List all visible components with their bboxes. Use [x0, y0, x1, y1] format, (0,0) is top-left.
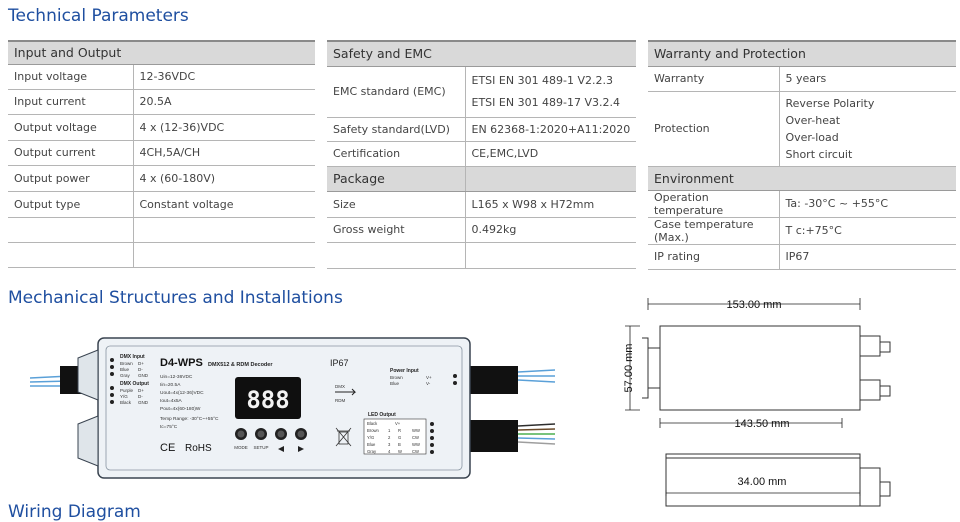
row-label: Protection: [648, 91, 779, 166]
dmx-arrow-label: DMX: [335, 384, 345, 389]
dmx-in-color: Brown: [120, 361, 133, 366]
safety-emc-header: Safety and EMC: [327, 41, 636, 66]
warranty-header: Warranty and Protection: [648, 41, 956, 66]
dmx-out-color: Y/G: [120, 394, 128, 399]
model-name: D4-WPS: [160, 357, 203, 369]
emc-standard-1: ETSI EN 301 489-1 V2.2.3: [471, 73, 614, 87]
section-title-tech-params: Technical Parameters: [8, 6, 189, 26]
row-value: T c:+75°C: [779, 217, 956, 244]
safety-emc-table: [327, 40, 636, 269]
led-row-extra: WW: [412, 442, 420, 447]
table-row: [648, 66, 956, 91]
row-label: Warranty: [648, 66, 779, 91]
row-value: L165 x W98 x H72mm: [465, 191, 636, 217]
led-row-num: 2: [388, 435, 391, 440]
led-row-color: Brown: [367, 428, 379, 433]
right-button[interactable]: [295, 428, 307, 440]
package-header: Package: [327, 166, 465, 191]
table-row: [327, 191, 636, 217]
power-in-color: Blue: [390, 381, 400, 386]
emc-standard-2: ETSI EN 301 489-17 V3.2.4: [471, 95, 621, 109]
ip-rating-label: IP67: [330, 358, 349, 368]
device-spec: Iin=20.5A: [160, 383, 181, 388]
row-value: Ta: -30°C ~ +55°C: [779, 190, 956, 217]
setup-button[interactable]: [255, 428, 267, 440]
empty-cell: [8, 242, 133, 267]
table-row: [648, 217, 956, 244]
row-value: IP67: [779, 244, 956, 269]
led-row-channel: W: [398, 449, 402, 454]
table-row: [8, 140, 315, 165]
device-spec: Iout=4x5A: [160, 399, 182, 404]
protection-item: Short circuit: [785, 147, 853, 161]
row-value: [779, 91, 956, 166]
device-spec: Temp Range: -30°C~+55°C: [160, 417, 219, 422]
led-row-color: Blue: [367, 442, 376, 447]
warranty-table: [648, 40, 956, 270]
table-row: [327, 217, 636, 242]
height-dimension: 34.00 mm: [737, 476, 787, 488]
row-value: 12-36VDC: [133, 64, 315, 89]
table-row: [8, 165, 315, 191]
mounting-tab: [648, 348, 660, 388]
power-in-color: Brown: [390, 375, 403, 380]
row-label: Input voltage: [8, 64, 133, 89]
row-label: Output type: [8, 191, 133, 217]
empty-cell: [465, 166, 636, 191]
mode-button[interactable]: [235, 428, 247, 440]
dmx-in-signal: D+: [138, 361, 144, 366]
row-label: Output current: [8, 140, 133, 165]
row-value: 5 years: [779, 66, 956, 91]
led-row-color: Y/G: [367, 435, 375, 440]
device-spec: Pout=4x(60-180)W: [160, 407, 201, 412]
table-row: [327, 66, 636, 117]
empty-cell: [133, 217, 315, 242]
device-spec: Uout=4x(12-36)VDC: [160, 391, 204, 396]
device-spec: tc=75°C: [160, 425, 178, 430]
section-title-wiring: Wiring Diagram: [8, 502, 141, 522]
led-row-color: Gray: [367, 449, 377, 454]
table-row: [648, 91, 956, 166]
inner-length-dimension: 143.50 mm: [734, 418, 790, 430]
table-row: [8, 89, 315, 114]
row-label: Operation temperature: [648, 190, 779, 217]
dmx-out-signal: GND: [138, 400, 148, 405]
width-dimension: 57.00 mm: [623, 343, 635, 393]
row-value: CE,EMC,LVD: [465, 141, 636, 166]
mounting-ear: [78, 416, 98, 466]
empty-cell: [8, 217, 133, 242]
mode-label: MODE: [234, 445, 248, 450]
row-value: 4 x (60-180V): [133, 165, 315, 191]
table-row: [327, 141, 636, 166]
side-connector: [860, 468, 880, 506]
led-row-color: Black: [367, 421, 378, 426]
row-value: 4CH,5A/CH: [133, 140, 315, 165]
table-row: [648, 244, 956, 269]
top-view-drawing: [600, 290, 950, 438]
mounting-ear: [78, 350, 98, 400]
table-row: [8, 114, 315, 140]
row-value: 0.492kg: [465, 217, 636, 242]
dmx-in-color: Gray: [120, 373, 130, 378]
dmx-in-color: Blue: [120, 367, 130, 372]
power-in-signal: V+: [426, 375, 432, 380]
led-output-title: LED Output: [368, 412, 396, 418]
display-digits: 888: [246, 386, 290, 414]
protection-item: Over-heat: [785, 113, 841, 127]
power-input-title: Power Input: [390, 368, 419, 374]
connector-bottom: [860, 380, 880, 400]
side-view-drawing: [600, 452, 950, 513]
rdm-arrow-label: RDM: [335, 398, 346, 403]
setup-label: SETUP: [253, 445, 269, 450]
input-output-table: [8, 40, 315, 268]
led-row-extra: CW: [412, 435, 419, 440]
row-label: Size: [327, 191, 465, 217]
housing-outline: [660, 326, 860, 410]
row-label: Output voltage: [8, 114, 133, 140]
empty-cell: [465, 242, 636, 268]
section-title-mechanical: Mechanical Structures and Installations: [8, 288, 343, 308]
led-row-channel: V+: [395, 421, 401, 426]
led-row-num: 3: [388, 442, 391, 447]
protection-item: Over-load: [785, 130, 839, 144]
dmx-out-color: Purple: [120, 388, 134, 393]
table-row: [648, 190, 956, 217]
ce-mark: CE: [160, 442, 176, 454]
led-row-num: 1: [388, 428, 391, 433]
table-row: [327, 242, 636, 268]
led-row-channel: B: [398, 442, 401, 447]
right-cable-top: [470, 366, 555, 394]
row-label: Case temperature (Max.): [648, 217, 779, 244]
model-subtitle: DMX512 & RDM Decoder: [208, 362, 273, 368]
environment-header: Environment: [648, 166, 956, 190]
dmx-out-signal: D-: [138, 394, 143, 399]
row-value: [465, 66, 636, 117]
row-value: Constant voltage: [133, 191, 315, 217]
power-in-signal: V-: [426, 381, 431, 386]
table-row: [8, 217, 315, 242]
row-label: Safety standard(LVD): [327, 117, 465, 141]
dmx-output-title: DMX Output: [120, 381, 149, 387]
empty-cell: [327, 242, 465, 268]
left-button[interactable]: [275, 428, 287, 440]
empty-cell: [133, 242, 315, 267]
led-row-channel: R: [398, 428, 402, 433]
dmx-input-title: DMX Input: [120, 354, 145, 360]
row-label: Certification: [327, 141, 465, 166]
device-spec: Uin=12-36VDC: [160, 375, 193, 380]
table-row: [8, 64, 315, 89]
led-row-extra: WW: [412, 428, 420, 433]
dmx-in-signal: D-: [138, 367, 143, 372]
rohs-mark: RoHS: [185, 443, 212, 454]
table-row: [327, 117, 636, 141]
protection-item: Reverse Polarity: [785, 96, 875, 110]
row-value: 20.5A: [133, 89, 315, 114]
row-value: EN 62368-1:2020+A11:2020: [465, 117, 636, 141]
row-label: EMC standard (EMC): [327, 66, 465, 117]
row-value: 4 x (12-36)VDC: [133, 114, 315, 140]
led-row-num: 4: [388, 449, 391, 454]
input-output-header: Input and Output: [8, 41, 315, 64]
connector-top: [860, 336, 880, 356]
dmx-out-signal: D+: [138, 388, 144, 393]
dmx-out-color: Black: [120, 400, 132, 405]
left-bracket: [642, 338, 648, 398]
led-row-extra: CW: [412, 449, 419, 454]
length-dimension: 153.00 mm: [726, 299, 782, 311]
led-row-channel: G: [398, 435, 402, 440]
dmx-in-signal: GND: [138, 373, 148, 378]
row-label: Gross weight: [327, 217, 465, 242]
device-front-drawing: [30, 328, 560, 488]
row-label: Input current: [8, 89, 133, 114]
row-label: Output power: [8, 165, 133, 191]
table-row: [8, 242, 315, 267]
table-row: [8, 191, 315, 217]
right-cable-bottom: [470, 420, 555, 452]
row-label: IP rating: [648, 244, 779, 269]
